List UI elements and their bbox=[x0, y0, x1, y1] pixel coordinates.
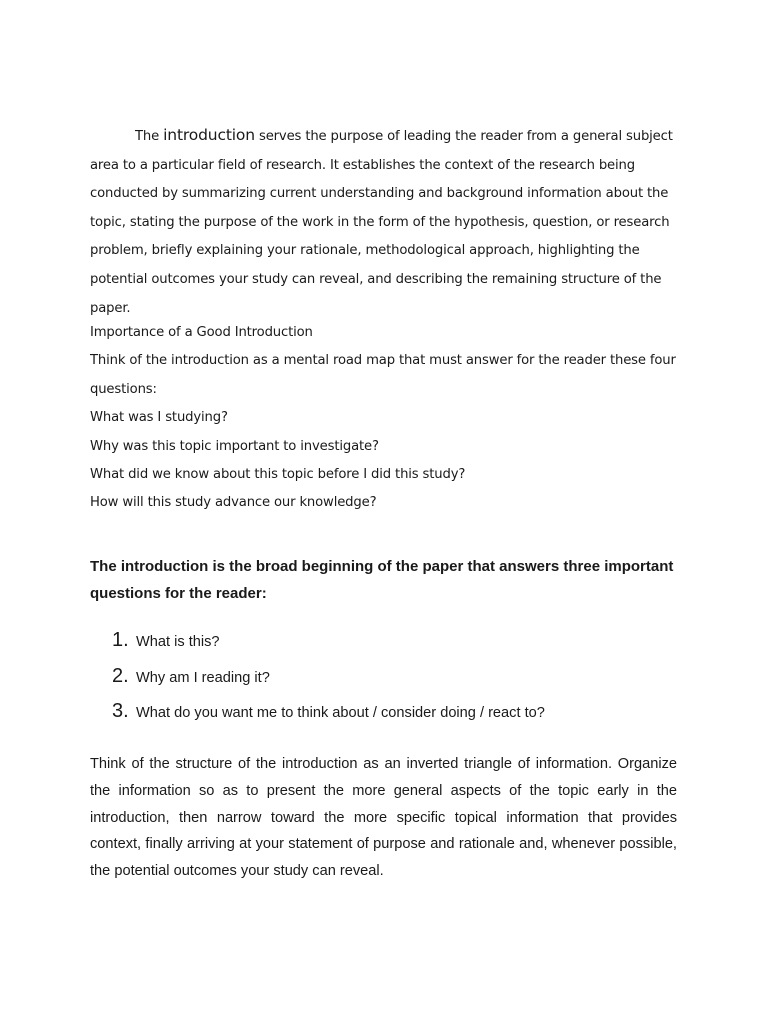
list-item bbox=[112, 700, 545, 736]
list-number: 2. bbox=[112, 664, 129, 687]
question-item: How will this study advance our knowledge? bbox=[90, 495, 377, 511]
structure-paragraph: Think of the structure of the introduction as an inverted triangle of information. Organize the information so as to present the more general aspects of the topic early in the introduction, then narrow toward the more specific topical information that provides context, finally arriving at your statement of purpose and rationale and, whenever possible, the potential outcomes your study can reveal. bbox=[90, 756, 677, 880]
importance-line-2: questions: bbox=[90, 381, 157, 397]
intro-emphasis: introduction bbox=[163, 126, 255, 144]
list-item bbox=[112, 629, 545, 665]
list-number: 3. bbox=[112, 700, 129, 722]
question-item: What did we know about this topic before I did this study? bbox=[90, 467, 466, 483]
intro-paragraph bbox=[90, 121, 680, 323]
importance-heading: Importance of a Good Introduction bbox=[90, 325, 313, 340]
list-item-text: What is this? bbox=[136, 634, 220, 650]
numbered-list bbox=[112, 629, 545, 736]
intro-lead: The bbox=[135, 129, 164, 144]
list-number: 1. bbox=[112, 629, 129, 651]
list-item-text: Why am I reading it? bbox=[136, 669, 270, 686]
question-item: What was I studying? bbox=[90, 410, 228, 426]
intro-rest: serves the purpose of leading the reader from a general subject area to a particular field of research. It establishes the context of the research being conducted by summarizing current understanding and background information about the topic, stating the purpose of the work in the form of the hypothesis, question, or research problem, briefly explaining your rationale, methodological approach, highlighting the potential outcomes your study can reveal, and describing the remaining structure of the paper. bbox=[90, 129, 673, 316]
importance-line-1: Think of the introduction as a mental road map that must answer for the reader these four bbox=[90, 353, 676, 369]
broad-beginning-heading: The introduction is the broad beginning of the paper that answers three important questions for the reader: bbox=[90, 558, 674, 602]
question-item: Why was this topic important to investigate? bbox=[90, 438, 379, 454]
list-item bbox=[112, 665, 545, 701]
list-item-text: What do you want me to think about / consider doing / react to? bbox=[136, 705, 545, 721]
importance-section bbox=[90, 319, 680, 518]
